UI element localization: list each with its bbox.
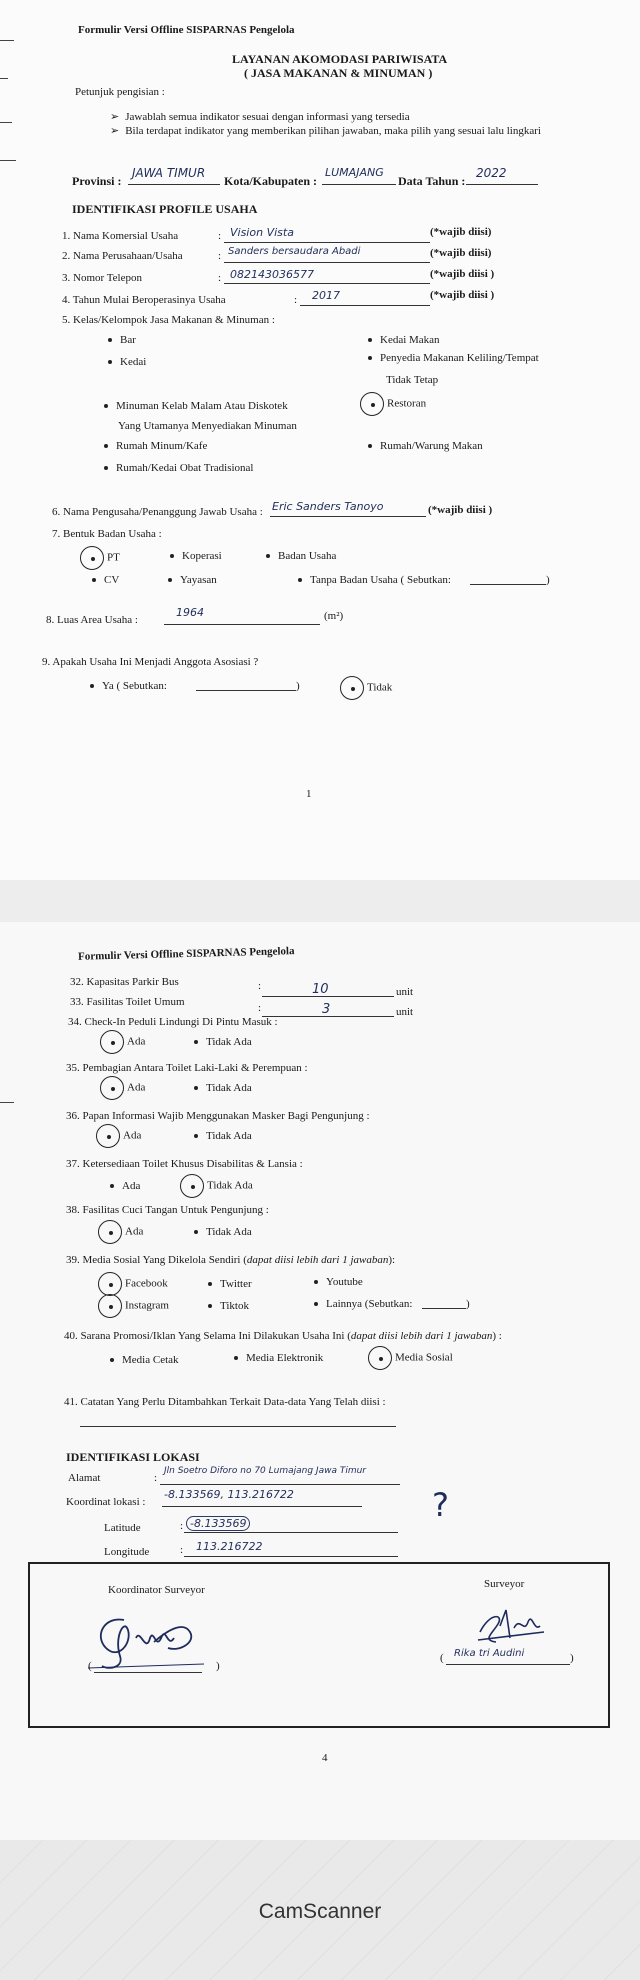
field-1-label: 1. Nama Komersial Usaha [62, 230, 179, 242]
bullet-icon [104, 444, 108, 448]
longitude-value[interactable]: 113.216722 [196, 1540, 263, 1553]
question-36: 36. Papan Informasi Wajib Menggunakan Masker Bagi Pengunjung : [66, 1110, 370, 1122]
option-ya[interactable]: Ya ( Sebutkan: [90, 680, 167, 692]
option-minuman-kelab[interactable]: Minuman Kelab Malam Atau Diskotek [104, 400, 288, 412]
field-3-label: 3. Nomor Telepon [62, 272, 142, 284]
question-9: 9. Apakah Usaha Ini Menjadi Anggota Asosiasi ? [42, 656, 259, 668]
selected-circle-icon [340, 676, 364, 700]
question-8-line [164, 624, 320, 625]
question-33-unit: unit [396, 1006, 414, 1018]
option-media-elektronik[interactable]: Media Elektronik [234, 1352, 323, 1364]
option-ya-close: ) [296, 680, 300, 692]
option-yayasan[interactable]: Yayasan [168, 574, 217, 586]
bullet-icon [314, 1302, 318, 1306]
provinsi-value[interactable]: JAWA TIMUR [132, 166, 206, 180]
question-7: 7. Bentuk Badan Usaha : [52, 528, 162, 540]
question-8-label: 8. Luas Area Usaha : [46, 614, 138, 626]
selected-circle-icon [98, 1220, 122, 1244]
bullet-icon [108, 360, 112, 364]
question-41-line[interactable] [80, 1426, 396, 1427]
selected-circle-icon [100, 1076, 124, 1100]
option-tanpa-badan[interactable]: Tanpa Badan Usaha ( Sebutkan: [298, 574, 451, 586]
latitude-label: Latitude [104, 1522, 141, 1534]
field-2-line [224, 262, 430, 263]
signature-box [28, 1562, 610, 1728]
surveyor-name-line [446, 1664, 570, 1665]
latitude-colon: : [180, 1520, 184, 1532]
question-33-value[interactable]: 3 [322, 1002, 331, 1017]
tahun-value[interactable]: 2022 [476, 166, 507, 180]
scan-edge-mark [0, 78, 8, 79]
bullet-icon [104, 466, 108, 470]
option-penyedia-keliling[interactable]: Penyedia Makanan Keliling/Tempat [368, 352, 539, 364]
instructions-label: Petunjuk pengisian : [75, 86, 165, 98]
section-title: IDENTIFIKASI PROFILE USAHA [72, 202, 258, 216]
field-1-value[interactable]: Vision Vista [230, 226, 294, 239]
scan-edge-mark [0, 122, 12, 123]
bullet-icon [108, 338, 112, 342]
field-4-label: 4. Tahun Mulai Beroperasinya Usaha [62, 294, 226, 306]
latitude-line [184, 1532, 398, 1533]
field-3-value[interactable]: 082143036577 [230, 268, 314, 281]
bullet-icon [194, 1230, 198, 1234]
coordinator-open-paren: ( [88, 1660, 92, 1672]
option-kedai-makan[interactable]: Kedai Makan [368, 334, 440, 346]
kota-value[interactable]: LUMAJANG [325, 166, 384, 179]
option-bar[interactable]: Bar [108, 334, 136, 346]
question-5: 5. Kelas/Kelompok Jasa Makanan & Minuman : [62, 314, 275, 326]
selected-circle-icon [360, 392, 384, 416]
option-lainnya-close: ) [466, 1298, 470, 1310]
q36-ada-selected[interactable]: Ada [96, 1124, 141, 1148]
selected-circle-icon [80, 546, 104, 570]
question-32-label: 32. Kapasitas Parkir Bus [70, 976, 179, 988]
coordinator-close-paren: ) [216, 1660, 220, 1672]
q34-ada-selected[interactable]: Ada [100, 1030, 145, 1054]
instruction-2: ➢ Bila terdapat indikator yang memberikan pilihan jawaban, maka pilih yang sesuai lalu lingkari [110, 125, 541, 137]
option-tanpa-badan-line [470, 584, 546, 585]
question-6-line [270, 516, 426, 517]
bullet-icon [208, 1304, 212, 1308]
scan-edge-mark [0, 1102, 14, 1103]
selected-circle-icon [100, 1030, 124, 1054]
option-media-sosial-selected[interactable]: Media Sosial [368, 1346, 453, 1370]
bullet-icon [104, 404, 108, 408]
bullet-icon [368, 338, 372, 342]
field-2-colon: : [218, 250, 222, 262]
option-media-cetak[interactable]: Media Cetak [110, 1354, 179, 1366]
question-32-value[interactable]: 10 [312, 982, 329, 997]
option-tanpa-badan-close: ) [546, 574, 550, 586]
option-facebook-selected[interactable]: Facebook [98, 1272, 168, 1296]
option-tidak-selected[interactable]: Tidak [340, 676, 392, 700]
koordinat-value[interactable]: -8.133569, 113.216722 [164, 1488, 294, 1501]
selected-circle-icon [98, 1294, 122, 1318]
provinsi-label: Provinsi : [72, 174, 122, 188]
form-subtitle: ( JASA MAKANAN & MINUMAN ) [244, 66, 433, 80]
surveyor-close-paren: ) [570, 1652, 574, 1664]
q37-tidak-ada-selected[interactable]: Tidak Ada [180, 1174, 253, 1198]
option-penyedia-keliling-line2: Tidak Tetap [386, 374, 439, 386]
coordinator-signature [84, 1608, 234, 1678]
question-6-value[interactable]: Eric Sanders Tanoyo [272, 500, 384, 513]
option-instagram-selected[interactable]: Instagram [98, 1294, 169, 1318]
alamat-value[interactable]: Jln Soetro Diforo no 70 Lumajang Jawa Timur [164, 1466, 366, 1476]
question-40: 40. Sarana Promosi/Iklan Yang Selama Ini Dilakukan Usaha Ini (dapat diisi lebih dari 1 jawaban) : [64, 1330, 502, 1342]
form-header: Formulir Versi Offline SISPARNAS Pengelola [78, 24, 295, 36]
coordinator-label: Koordinator Surveyor [108, 1584, 205, 1596]
page-number: 1 [306, 788, 312, 800]
q35-tidak-ada[interactable]: Tidak Ada [194, 1082, 252, 1094]
koordinat-line [162, 1506, 362, 1507]
question-32-unit: unit [396, 986, 414, 998]
question-37: 37. Ketersediaan Toilet Khusus Disabilitas & Lansia : [66, 1158, 303, 1170]
field-1-colon: : [218, 230, 222, 242]
option-rumah-minum[interactable]: Rumah Minum/Kafe [104, 440, 207, 452]
field-4-colon: : [294, 294, 298, 306]
question-6-label: 6. Nama Pengusaha/Penanggung Jawab Usaha : [52, 506, 263, 518]
form-page-4 [0, 922, 640, 1840]
longitude-colon: : [180, 1544, 184, 1556]
bullet-icon [194, 1040, 198, 1044]
option-youtube[interactable]: Youtube [314, 1276, 363, 1288]
option-lainnya[interactable]: Lainnya (Sebutkan: [314, 1298, 412, 1310]
longitude-line [184, 1556, 398, 1557]
question-6-required: (*wajib diisi ) [428, 504, 493, 516]
bullet-icon [314, 1280, 318, 1284]
field-3-required: (*wajib diisi ) [430, 268, 495, 280]
field-2-required: (*wajib diisi) [430, 247, 492, 259]
question-33-colon: : [258, 1002, 262, 1014]
question-39: 39. Media Sosial Yang Dikelola Sendiri (dapat diisi lebih dari 1 jawaban): [66, 1254, 396, 1266]
bullet-icon [92, 578, 96, 582]
bullet-icon [266, 554, 270, 558]
surveyor-label: Surveyor [484, 1578, 525, 1590]
bullet-icon [110, 1184, 114, 1188]
option-ya-line [196, 690, 296, 691]
q38-tidak-ada[interactable]: Tidak Ada [194, 1226, 252, 1238]
provinsi-line [128, 184, 220, 185]
alamat-label: Alamat [68, 1472, 101, 1484]
option-badan-usaha[interactable]: Badan Usaha [266, 550, 336, 562]
option-minuman-kelab-line2: Yang Utamanya Menyediakan Minuman [118, 420, 297, 432]
form-page-1 [0, 0, 640, 880]
q34-tidak-ada[interactable]: Tidak Ada [194, 1036, 252, 1048]
option-koperasi[interactable]: Koperasi [170, 550, 222, 562]
bullet-icon [168, 578, 172, 582]
option-rumah-warung[interactable]: Rumah/Warung Makan [368, 440, 483, 452]
option-cv[interactable]: CV [92, 574, 119, 586]
arrow-icon: ➢ [110, 111, 120, 123]
scan-edge-mark [0, 160, 16, 161]
field-3-line [224, 283, 430, 284]
q38-ada-selected[interactable]: Ada [98, 1220, 143, 1244]
kota-label: Kota/Kabupaten : [224, 174, 318, 188]
field-1-required: (*wajib diisi) [430, 226, 492, 238]
question-33-label: 33. Fasilitas Toilet Umum [70, 996, 185, 1008]
question-38: 38. Fasilitas Cuci Tangan Untuk Pengunjung : [66, 1204, 269, 1216]
handwritten-question-mark: ? [432, 1486, 449, 1524]
alamat-line [160, 1484, 400, 1485]
kota-line [322, 184, 396, 185]
bullet-icon [170, 554, 174, 558]
option-pt-selected[interactable]: PT [80, 546, 120, 570]
form-header: Formulir Versi Offline SISPARNAS Pengelola [77, 945, 295, 963]
bullet-icon [208, 1282, 212, 1286]
question-8-value[interactable]: 1964 [176, 606, 204, 619]
q35-ada-selected[interactable]: Ada [100, 1076, 145, 1100]
tahun-label: Data Tahun : [398, 174, 466, 188]
field-3-colon: : [218, 272, 222, 284]
question-34: 34. Check-In Peduli Lindungi Di Pintu Masuk : [68, 1016, 278, 1028]
field-4-required: (*wajib diisi ) [430, 289, 495, 301]
bullet-icon [368, 356, 372, 360]
question-35: 35. Pembagian Antara Toilet Laki-Laki & Perempuan : [66, 1062, 308, 1074]
surveyor-open-paren: ( [440, 1652, 444, 1664]
bullet-icon [368, 444, 372, 448]
koordinat-label: Koordinat lokasi : [66, 1496, 146, 1508]
bullet-icon [194, 1134, 198, 1138]
option-rumah-obat[interactable]: Rumah/Kedai Obat Tradisional [104, 462, 254, 474]
bullet-icon [194, 1086, 198, 1090]
bullet-icon [298, 578, 302, 582]
location-section-title: IDENTIFIKASI LOKASI [66, 1450, 200, 1464]
option-restoran-selected[interactable]: Restoran [360, 392, 426, 416]
field-2-value[interactable]: Sanders bersaudara Abadi [228, 246, 361, 257]
field-2-label: 2. Nama Perusahaan/Usaha [62, 250, 183, 262]
longitude-label: Longitude [104, 1546, 150, 1558]
bullet-icon [110, 1358, 114, 1362]
camscanner-watermark: CamScanner [258, 1900, 382, 1923]
instruction-1: ➢ Jawablah semua indikator sesuai dengan informasi yang tersedia [110, 111, 410, 123]
form-title: LAYANAN AKOMODASI PARIWISATA [232, 52, 448, 66]
selected-circle-icon [98, 1272, 122, 1296]
option-kedai[interactable]: Kedai [108, 356, 146, 368]
option-lainnya-line [422, 1308, 466, 1309]
selected-circle-icon [368, 1346, 392, 1370]
q37-ada[interactable]: Ada [110, 1180, 140, 1192]
field-4-value[interactable]: 2017 [312, 289, 340, 302]
surveyor-name[interactable]: Rika tri Audini [454, 1648, 525, 1659]
page-number: 4 [322, 1752, 328, 1764]
coordinator-name-line[interactable] [94, 1672, 202, 1673]
option-twitter[interactable]: Twitter [208, 1278, 252, 1290]
scanner-footer [0, 1840, 640, 1980]
question-41: 41. Catatan Yang Perlu Ditambahkan Terkait Data-data Yang Telah diisi : [64, 1396, 386, 1408]
selected-circle-icon [96, 1124, 120, 1148]
bullet-icon [90, 684, 94, 688]
latitude-value[interactable]: -8.133569 [186, 1516, 250, 1531]
arrow-icon: ➢ [110, 125, 120, 137]
question-32-colon: : [258, 980, 262, 992]
surveyor-signature [470, 1602, 570, 1652]
option-tiktok[interactable]: Tiktok [208, 1300, 249, 1312]
scan-edge-mark [0, 40, 14, 41]
bullet-icon [234, 1356, 238, 1360]
q36-tidak-ada[interactable]: Tidak Ada [194, 1130, 252, 1142]
field-4-line [300, 305, 430, 306]
question-8-unit: (m²) [324, 610, 344, 622]
field-1-line [224, 242, 430, 243]
tahun-line [466, 184, 538, 185]
selected-circle-icon [180, 1174, 204, 1198]
alamat-colon: : [154, 1472, 158, 1484]
